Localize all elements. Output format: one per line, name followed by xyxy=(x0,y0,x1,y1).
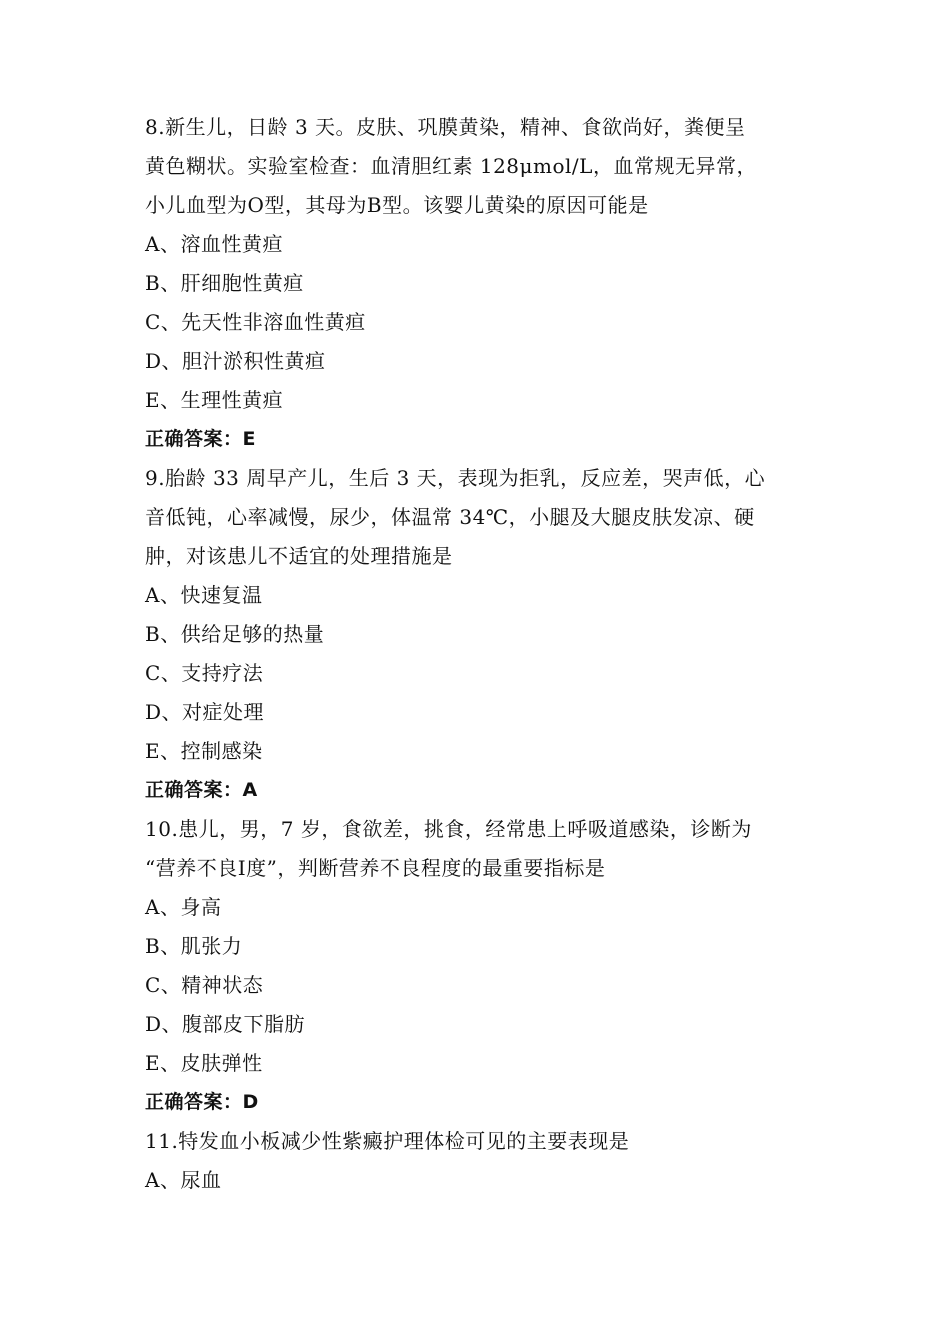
question-stem-line: 8.新生儿，日龄 3 天。皮肤、巩膜黄染，精神、食欲尚好，粪便呈 xyxy=(145,115,746,139)
option-d: D、对症处理 xyxy=(145,700,265,724)
option-a: A、尿血 xyxy=(145,1168,222,1192)
question-stem-line: 肿，对该患儿不适宜的处理措施是 xyxy=(145,544,453,568)
question-10 xyxy=(145,810,815,1122)
question-stem-line: “营养不良Ⅰ度”，判断营养不良程度的最重要指标是 xyxy=(145,856,606,880)
option-b: B、肝细胞性黄疸 xyxy=(145,271,304,295)
question-8 xyxy=(145,108,815,459)
question-11 xyxy=(145,1122,815,1200)
option-a: A、身高 xyxy=(145,895,222,919)
option-e: E、皮肤弹性 xyxy=(145,1051,263,1075)
option-a: A、溶血性黄疸 xyxy=(145,232,283,256)
question-stem-line: 11.特发血小板减少性紫癜护理体检可见的主要表现是 xyxy=(145,1129,630,1153)
option-d: D、腹部皮下脂肪 xyxy=(145,1012,306,1036)
option-b: B、供给足够的热量 xyxy=(145,622,325,646)
correct-answer: 正确答案：A xyxy=(145,779,258,801)
option-c: C、支持疗法 xyxy=(145,661,264,685)
option-b: B、肌张力 xyxy=(145,934,243,958)
correct-answer: 正确答案：D xyxy=(145,1091,259,1113)
option-e: E、生理性黄疸 xyxy=(145,388,284,412)
question-stem-line: 9.胎龄 33 周早产儿，生后 3 天，表现为拒乳，反应差，哭声低，心 xyxy=(145,466,766,490)
option-a: A、快速复温 xyxy=(145,583,263,607)
option-c: C、精神状态 xyxy=(145,973,264,997)
question-stem-line: 10.患儿，男，7 岁，食欲差，挑食，经常患上呼吸道感染，诊断为 xyxy=(145,817,752,841)
question-9 xyxy=(145,459,815,810)
option-d: D、胆汁淤积性黄疸 xyxy=(145,349,326,373)
question-stem-line: 小儿血型为O型，其母为B型。该婴儿黄染的原因可能是 xyxy=(145,193,649,217)
exam-page xyxy=(145,108,815,1200)
question-stem-line: 音低钝，心率减慢，尿少，体温常 34℃，小腿及大腿皮肤发凉、硬 xyxy=(145,505,755,529)
question-stem-line: 黄色糊状。实验室检查：血清胆红素 128μmol/L，血常规无异常， xyxy=(145,154,757,178)
option-e: E、控制感染 xyxy=(145,739,263,763)
correct-answer: 正确答案：E xyxy=(145,428,256,450)
option-c: C、先天性非溶血性黄疸 xyxy=(145,310,366,334)
